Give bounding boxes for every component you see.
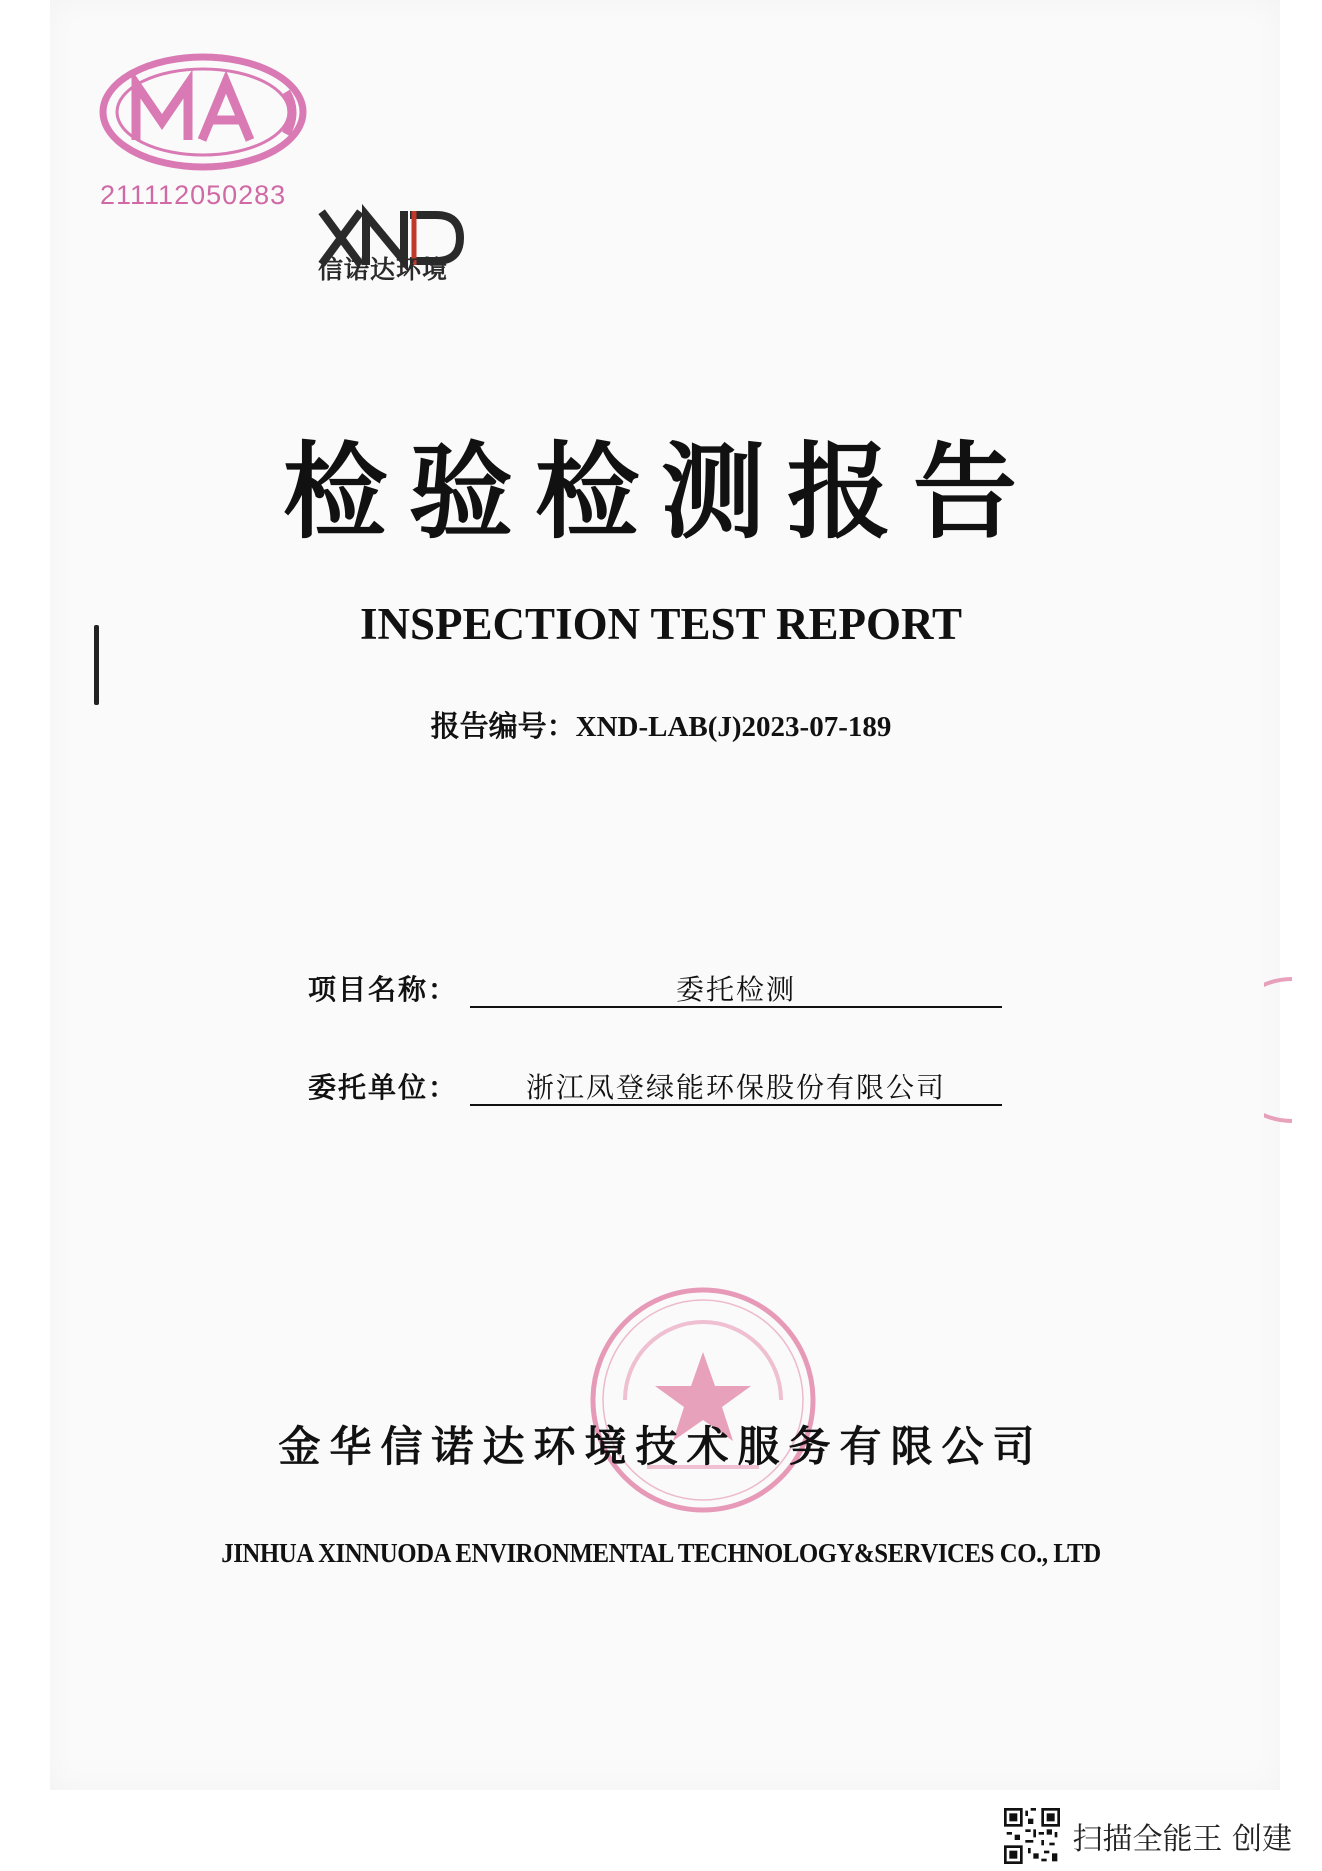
document-page (50, 0, 1280, 1790)
cma-number: 211112050283 (100, 180, 287, 210)
logo-name: 信诺达环境 (318, 255, 449, 284)
report-number: 报告编号：XND-LAB(J)2023-07-189 (430, 711, 892, 743)
side-seal-fragment (1264, 975, 1294, 1125)
report-title-en: INSPECTION TEST REPORT (360, 599, 962, 649)
underline (470, 1006, 1002, 1008)
field-value: 浙江凤登绿能环保股份有限公司 (525, 1071, 946, 1104)
field-value: 委托检测 (675, 973, 796, 1006)
cma-certification-mark (98, 52, 308, 172)
field-project-name (308, 968, 1008, 1012)
qr-code-icon (1004, 1808, 1060, 1864)
underline (470, 1104, 1002, 1106)
scanner-watermark (1004, 1808, 1292, 1864)
scanner-credit: 扫描全能王 创建 (1072, 1822, 1292, 1857)
field-label: 委托单位： (308, 1071, 459, 1104)
company-name-cn: 金华信诺达环境技术服务有限公司 (278, 1422, 1044, 1471)
field-label: 项目名称： (308, 973, 459, 1006)
company-name-en: JINHUA XINNUODA ENVIRONMENTAL TECHNOLOGY&SERVICES CO., LTD (221, 1538, 1101, 1568)
report-title-cn: 检验检测报告 (282, 431, 1039, 553)
field-client (308, 1066, 1008, 1110)
company-seal (585, 1282, 821, 1518)
